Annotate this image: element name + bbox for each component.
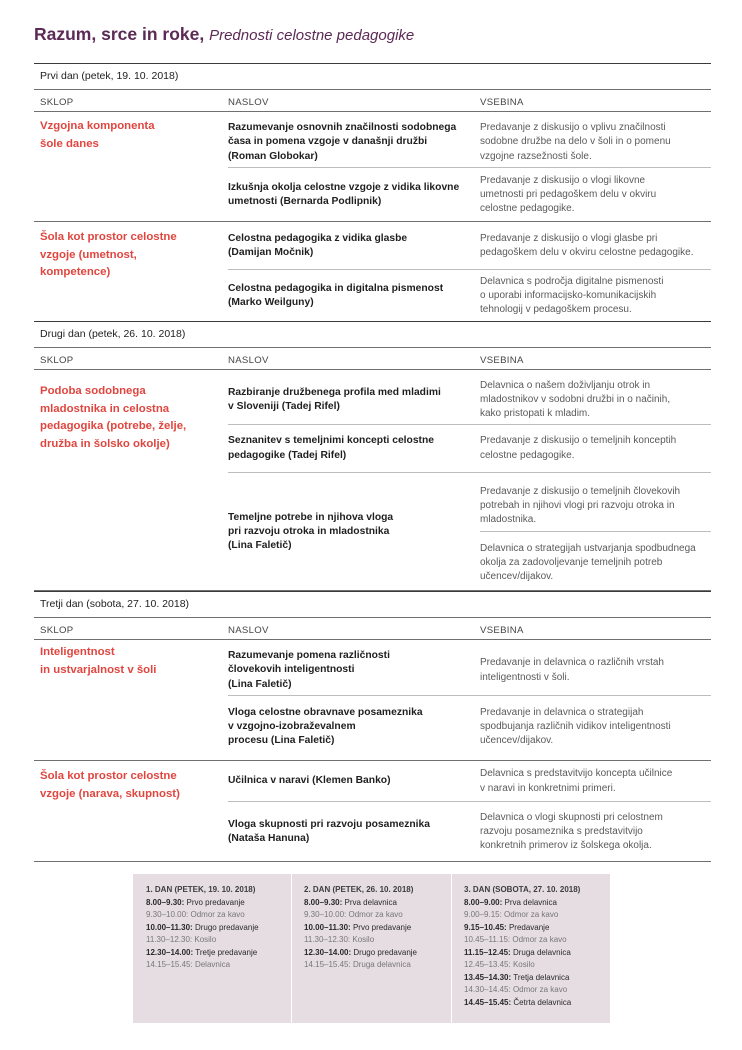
session-description-line: Predavanje z diskusijo o temeljnih človekovih — [480, 485, 681, 497]
schedule-activity: Kosilo — [194, 935, 217, 944]
schedule-activity: Tretje predavanje — [195, 947, 258, 957]
header-rule — [34, 89, 711, 90]
schedule-entry — [304, 959, 417, 972]
schedule-entry — [464, 934, 580, 947]
row-rule — [480, 531, 711, 532]
session-title-line: Vloga skupnosti pri razvoju posameznika — [228, 818, 430, 830]
day-top-rule — [34, 591, 711, 592]
session-title — [228, 434, 473, 462]
schedule-entry — [146, 922, 259, 935]
schedule-time: 10.00–11.30: — [146, 922, 193, 932]
session-title-line: umetnosti (Bernarda Podlipnik) — [228, 196, 382, 207]
row-rule — [228, 167, 711, 168]
schedule-day-heading: 2. DAN (PETEK, 26. 10. 2018) — [304, 885, 414, 894]
schedule-activity: Odmor za kavo — [512, 935, 567, 944]
schedule-divider — [291, 874, 292, 1023]
session-title — [228, 774, 473, 788]
session-description-line: o uporabi informacijsko-komunikacijskih — [480, 289, 657, 301]
session-description-line: učencev/dijakov. — [480, 735, 554, 747]
session-description-line: Predavanje z diskusijo o vlogi likovne — [480, 174, 646, 186]
schedule-time: 14.15–15.45: — [146, 960, 193, 969]
session-title-line: človekovih inteligentnosti — [228, 664, 355, 676]
session-description-line: Predavanje in delavnica o strategijah — [480, 706, 644, 718]
sklop-header: SKLOP — [40, 625, 74, 636]
session-title-line: pri razvoju otroka in mladostnika — [228, 525, 390, 537]
row-rule — [228, 695, 711, 696]
row-rule — [228, 424, 711, 425]
day-label: Drugi dan (petek, 26. 10. 2018) — [40, 328, 186, 340]
row-rule — [228, 801, 711, 802]
row-rule — [228, 472, 711, 473]
session-title — [228, 511, 473, 554]
day-section — [34, 591, 711, 863]
schedule-time: 8.00–9.00: — [464, 897, 503, 907]
session-description — [480, 542, 712, 585]
daily-schedule-box — [133, 874, 610, 1023]
session-description-line: v naravi in konkretnimi primeri. — [480, 782, 616, 794]
schedule-time: 10.00–11.30: — [304, 922, 351, 932]
session-description-line: Delavnica s področja digitalne pismenosti — [480, 275, 664, 287]
module-name — [40, 229, 215, 282]
vsebina-header: VSEBINA — [480, 625, 524, 636]
day-label: Tretji dan (sobota, 27. 10. 2018) — [40, 598, 190, 610]
schedule-entry — [464, 997, 580, 1010]
module-name-line: pedagogika (potrebe, želje, — [40, 420, 187, 432]
schedule-time: 9.00–9.15: — [464, 910, 502, 919]
schedule-time: 8.00–9.30: — [304, 897, 343, 907]
page-title — [34, 24, 414, 45]
session-description — [480, 811, 712, 854]
session-description — [480, 275, 712, 318]
day-section — [34, 321, 711, 592]
schedule-time: 14.45–15.45: — [464, 997, 512, 1007]
document-subtitle: Prednosti celostne pedagogike — [209, 27, 415, 44]
schedule-entry — [464, 922, 580, 935]
session-title-line: Celostna pedagogika in digitalna pismenost — [228, 282, 444, 294]
schedule-entry — [146, 897, 259, 910]
day-label: Prvi dan (petek, 19. 10. 2018) — [40, 70, 179, 82]
schedule-entry — [304, 922, 417, 935]
session-title-line: Vloga celostne obravnave posameznika — [228, 706, 423, 718]
session-title-line: Izkušnja okolja celostne vzgoje z vidika likovne — [228, 181, 460, 193]
session-title — [228, 282, 473, 310]
schedule-entry — [464, 972, 580, 985]
session-description-line: Predavanje in delavnica o različnih vrstah — [480, 657, 664, 669]
schedule-entry — [464, 909, 580, 922]
session-description-line: spodbujanja različnih vidikov inteligentnosti — [480, 720, 671, 732]
session-description-line: Delavnica o strategijah ustvarjanja spodbudnega — [480, 542, 696, 554]
schedule-activity: Predavanje — [508, 922, 550, 932]
session-description — [480, 121, 712, 164]
session-description-line: razvoju posameznika s predstavitvijo — [480, 825, 643, 837]
schedule-activity: Kosilo — [512, 960, 535, 969]
session-title-line: Učilnica v naravi (Klemen Banko) — [228, 775, 391, 787]
naslov-header: NASLOV — [228, 355, 269, 366]
header-rule — [34, 617, 711, 618]
schedule-time: 12.30–14.00: — [146, 947, 194, 957]
session-description-line: mladostnikov v sodobni družbi in o načinih, — [480, 393, 671, 405]
schedule-divider — [451, 874, 452, 1023]
module-name-line: šole danes — [40, 137, 99, 150]
schedule-activity: Tretja delavnica — [513, 972, 570, 982]
session-description-line: kako pristopati k mladim. — [480, 408, 591, 420]
session-description-line: Predavanje z diskusijo o temeljnih konceptih — [480, 435, 677, 447]
session-description-line: inteligentnosti v šoli. — [480, 671, 570, 683]
session-description-line: Delavnica s predstavitvijo koncepta učilnice — [480, 768, 673, 780]
module-name-line: vzgoje (umetnost, — [40, 248, 137, 261]
schedule-day-column — [304, 884, 417, 972]
naslov-header: NASLOV — [228, 97, 269, 108]
schedule-activity: Druga delavnica — [512, 947, 571, 957]
schedule-entry — [464, 947, 580, 960]
schedule-time: 9.30–10.00: — [304, 910, 347, 919]
session-title — [228, 706, 473, 749]
schedule-day-heading: 1. DAN (PETEK, 19. 10. 2018) — [146, 885, 256, 894]
session-title — [228, 818, 473, 846]
session-description-line: Predavanje z diskusijo o vlogi glasbe pri — [480, 232, 658, 244]
session-description — [480, 656, 712, 684]
session-description — [480, 379, 712, 422]
module-name — [40, 644, 215, 679]
session-description-line: umetnosti pri pedagoškem delu v okviru — [480, 188, 657, 200]
schedule-entry — [146, 947, 259, 960]
session-title-line: Razbiranje družbenega profila med mladimi — [228, 386, 441, 398]
session-title-line: (Lina Faletič) — [228, 540, 292, 552]
schedule-activity: Prvo predavanje — [186, 897, 245, 907]
session-title-line: procesu (Lina Faletič) — [228, 735, 335, 747]
schedule-entry — [464, 959, 580, 972]
session-description-line: Predavanje z diskusijo o vplivu značilnosti — [480, 122, 666, 134]
schedule-time: 14.15–15.45: — [304, 960, 351, 969]
schedule-activity: Drugo predavanje — [194, 922, 259, 932]
schedule-day-heading: 3. DAN (SOBOTA, 27. 10. 2018) — [464, 885, 581, 894]
session-title-line: pedagogike (Tadej Rifel) — [228, 449, 347, 461]
session-title-line: (Lina Faletič) — [228, 678, 292, 690]
session-title — [228, 386, 473, 414]
schedule-entry — [304, 934, 417, 947]
document-title: Razum, srce in roke, — [34, 24, 205, 44]
schedule-time: 12.30–14.00: — [304, 947, 352, 957]
session-description-line: mladostnika. — [480, 514, 537, 526]
session-title-line: (Roman Globokar) — [228, 150, 318, 162]
session-title — [228, 232, 473, 260]
schedule-activity: Odmor za kavo — [348, 910, 403, 919]
row-rule — [228, 269, 711, 270]
group-rule — [34, 221, 711, 222]
session-description — [480, 434, 712, 462]
module-name-line: družba in šolsko okolje) — [40, 437, 170, 450]
session-title-line: v Sloveniji (Tadej Rifel) — [228, 401, 340, 412]
module-name-line: Inteligentnost — [40, 646, 115, 658]
schedule-time: 11.15–12.45: — [464, 947, 511, 957]
schedule-activity: Prvo predavanje — [352, 922, 412, 932]
day-bottom-rule — [34, 861, 711, 862]
group-rule — [34, 639, 711, 640]
day-top-rule — [34, 321, 711, 322]
group-rule — [34, 111, 711, 112]
schedule-activity: Prva delavnica — [504, 897, 557, 907]
session-description-line: potrebah in njihovi vlogi pri razvoju otroka in — [480, 499, 675, 511]
schedule-activity: Drugo predavanje — [353, 947, 417, 957]
schedule-activity: Odmor za kavo — [512, 985, 568, 994]
schedule-entry — [304, 947, 417, 960]
session-title-line: Temeljne potrebe in njihova vloga — [228, 511, 394, 523]
session-description-line: učencev/dijakov. — [480, 571, 554, 583]
vsebina-header: VSEBINA — [480, 355, 524, 366]
schedule-activity: Kosilo — [352, 935, 375, 944]
session-title-line: Razumevanje osnovnih značilnosti sodobnega — [228, 122, 457, 134]
session-description — [480, 232, 712, 260]
module-name-line: in ustvarjalnost v šoli — [40, 663, 157, 676]
module-name-line: kompetence) — [40, 266, 111, 278]
module-name-line: vzgoje (narava, skupnost) — [40, 787, 180, 800]
naslov-header: NASLOV — [228, 625, 269, 636]
session-description-line: okolja za zadovoljevanje temeljnih potreb — [480, 556, 663, 568]
schedule-activity: Četrta delavnica — [513, 997, 572, 1007]
session-description-line: Delavnica o vlogi skupnosti pri celostnem — [480, 811, 663, 823]
session-description — [480, 485, 712, 528]
session-description-line: celostne pedagogike. — [480, 449, 575, 461]
session-title-line: Razumevanje pomena različnosti — [228, 650, 390, 662]
module-name — [40, 768, 215, 803]
schedule-time: 10.45–11.15: — [464, 935, 511, 944]
schedule-activity: Odmor za kavo — [190, 910, 245, 919]
schedule-activity: Delavnica — [194, 960, 231, 969]
session-title-line: v vzgojno-izobraževalnem — [228, 720, 356, 732]
session-title — [228, 181, 473, 209]
schedule-activity: Prva delavnica — [344, 897, 397, 907]
schedule-activity: Druga delavnica — [352, 960, 411, 969]
schedule-time: 12.45–13.45: — [464, 960, 511, 969]
schedule-entry — [304, 909, 417, 922]
module-name-line: Šola kot prostor celostne — [40, 231, 177, 243]
schedule-time: 14.30–14.45: — [464, 985, 511, 994]
session-description-line: konkretnih primerov iz šolskega okolja. — [480, 840, 652, 852]
module-name-line: Podoba sodobnega — [40, 385, 146, 397]
session-description — [480, 174, 712, 217]
schedule-time: 8.00–9.30: — [146, 897, 185, 907]
schedule-entry — [304, 897, 417, 910]
schedule-time: 9.30–10.00: — [146, 910, 189, 919]
day-section — [34, 63, 711, 323]
session-title — [228, 121, 473, 164]
module-name-line: Vzgojna komponenta — [40, 120, 155, 132]
session-description-line: celostne pedagogike. — [480, 203, 575, 215]
session-description-line: tehnologij v pedagoškem procesu. — [480, 304, 632, 316]
sklop-header: SKLOP — [40, 97, 74, 108]
schedule-day-column — [146, 884, 259, 972]
session-description-line: vzgojne razsežnosti šole. — [480, 150, 592, 162]
sklop-header: SKLOP — [40, 355, 74, 366]
schedule-time: 11.30–12.30: — [146, 935, 193, 944]
session-title-line: (Marko Weilguny) — [228, 297, 314, 308]
session-title-line: časa in pomena vzgoje v današnji družbi — [228, 136, 428, 148]
session-title — [228, 649, 473, 692]
schedule-entry — [146, 909, 259, 922]
session-description — [480, 767, 712, 795]
group-rule — [34, 760, 711, 761]
session-description-line: pedagoškem delu v okviru celostne pedagogike. — [480, 247, 694, 258]
session-description-line: sodobne družbe na delo v šoli in o pomenu — [480, 136, 671, 148]
module-name-line: mladostnika in celostna — [40, 402, 170, 415]
schedule-day-column — [464, 884, 580, 1009]
session-title-line: (Nataša Hanuna) — [228, 833, 310, 844]
schedule-entry — [464, 897, 580, 910]
session-title-line: (Damijan Močnik) — [228, 247, 314, 258]
session-title-line: Seznanitev s temeljnimi koncepti celostne — [228, 435, 435, 447]
schedule-time: 13.45–14.30: — [464, 972, 512, 982]
schedule-entry — [464, 984, 580, 997]
vsebina-header: VSEBINA — [480, 97, 524, 108]
schedule-time: 11.30–12.30: — [304, 935, 351, 944]
session-description — [480, 706, 712, 749]
schedule-activity: Odmor za kavo — [504, 910, 559, 919]
schedule-entry — [146, 959, 259, 972]
schedule-entry — [146, 934, 259, 947]
module-name-line: Šola kot prostor celostne — [40, 770, 177, 782]
group-rule — [34, 369, 711, 370]
schedule-time: 9.15–10.45: — [464, 922, 507, 932]
module-name — [40, 118, 215, 153]
day-top-rule — [34, 63, 711, 64]
header-rule — [34, 347, 711, 348]
session-title-line: Celostna pedagogika z vidika glasbe — [228, 232, 408, 244]
module-name — [40, 383, 215, 453]
session-description-line: Delavnica o našem doživljanju otrok in — [480, 379, 651, 391]
